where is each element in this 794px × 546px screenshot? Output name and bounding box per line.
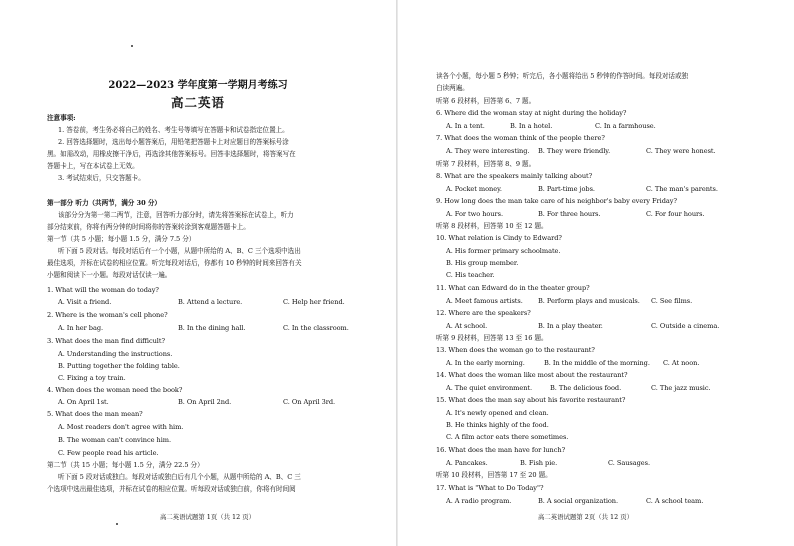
part1-intro-line: 该部分分为第一第二两节，注意，回答听力部分时，请先将答案标在试卷上，听力 bbox=[58, 211, 294, 219]
option-b: B. In a play theater. bbox=[538, 322, 603, 330]
option-c: C. On April 3rd. bbox=[283, 398, 336, 406]
carry-over-line: 读各个小题，每小题 5 秒钟；听完后，各小题将给出 5 秒钟的作答时间。每段对话或独 bbox=[436, 72, 689, 80]
option-c: C. Outside a cinema. bbox=[651, 322, 720, 330]
question-stem: 1. What will the woman do today? bbox=[47, 286, 159, 294]
question-stem: 7. What does the woman think of the people there? bbox=[436, 134, 605, 142]
question-stem: 2. Where is the woman's cell phone? bbox=[47, 311, 168, 319]
option-c: C. A school team. bbox=[646, 497, 704, 505]
option-c: C. In the classroom. bbox=[283, 324, 349, 332]
note-line: 黑。如需改动，用橡皮擦干净后，再选涂其他答案标号。回答非选择题时，将答案写在 bbox=[47, 150, 296, 158]
question-stem: 9. How long does the man take care of his neighbor's baby every Friday? bbox=[436, 197, 677, 205]
option-b: B. In the middle of the morning. bbox=[544, 359, 650, 367]
option-b: B. For three hours. bbox=[538, 210, 601, 218]
listening-direction: 听第 7 段材料，回答第 8、9 题。 bbox=[436, 160, 536, 168]
note-line: 2. 回答选择题时，选出每小题答案后，用铅笔把答题卡上对应题目的答案标号涂 bbox=[58, 138, 289, 146]
section2-intro-line: 听下面 5 段对话或独白。每段对话或独白后有几个小题，从题中所给的 A、B、C 三 bbox=[58, 473, 301, 481]
option-c: C. His teacher. bbox=[446, 271, 495, 279]
option-a: A. The quiet environment. bbox=[446, 384, 533, 392]
option-c: C. See films. bbox=[651, 297, 693, 305]
listening-direction: 听第 6 段材料，回答第 6、7 题。 bbox=[436, 97, 536, 105]
question-stem: 4. When does the woman need the book? bbox=[47, 386, 183, 394]
option-a: A. His former primary schoolmate. bbox=[446, 247, 561, 255]
carry-over-line: 白读两遍。 bbox=[436, 84, 469, 92]
option-a: A. Visit a friend. bbox=[58, 298, 112, 306]
option-b: B. In the dining hall. bbox=[178, 324, 246, 332]
option-c: C. Help her friend. bbox=[283, 298, 345, 306]
option-c: C. Fixing a toy train. bbox=[58, 374, 126, 382]
question-stem: 13. When does the woman go to the restaurant? bbox=[436, 346, 595, 354]
option-b: B. Putting together the folding table. bbox=[58, 362, 180, 370]
scan-speck bbox=[131, 45, 133, 47]
listening-direction: 听第 9 段材料，回答第 13 至 16 题。 bbox=[436, 334, 548, 342]
option-a: A. On April 1st. bbox=[58, 398, 109, 406]
option-b: B. Part-time jobs. bbox=[538, 185, 595, 193]
option-c: C. A film actor eats there sometimes. bbox=[446, 433, 569, 441]
option-a: A. Meet famous artists. bbox=[446, 297, 523, 305]
option-c: C. Few people read his article. bbox=[58, 449, 159, 457]
left-page bbox=[0, 0, 396, 546]
page-footer: 高二英语试题第 1页（共 12 页） bbox=[160, 513, 255, 521]
option-c: C. They were honest. bbox=[646, 147, 716, 155]
notes-heading: 注意事项: bbox=[47, 114, 76, 122]
right-page bbox=[398, 0, 794, 546]
option-c: C. The man's parents. bbox=[646, 185, 718, 193]
option-a: A. It's newly opened and clean. bbox=[446, 409, 549, 417]
option-a: A. In a tent. bbox=[446, 122, 485, 130]
part1-heading: 第一部分 听力（共两节，满分 30 分） bbox=[47, 199, 161, 207]
option-b: B. A social organization. bbox=[538, 497, 619, 505]
option-a: A. Understanding the instructions. bbox=[58, 350, 173, 358]
note-line: 1. 答卷前，考生务必将自己的姓名、考生号等填写在答题卡和试卷指定位置上。 bbox=[58, 126, 289, 134]
option-b: B. He thinks highly of the food. bbox=[446, 421, 549, 429]
question-stem: 17. What is "What to Do Today"? bbox=[436, 484, 544, 492]
question-stem: 16. What does the man have for lunch? bbox=[436, 446, 566, 454]
question-stem: 6. Where did the woman stay at night during the holiday? bbox=[436, 109, 627, 117]
note-line: 答题卡上，写在本试卷上无效。 bbox=[47, 162, 139, 170]
option-a: A. At school. bbox=[446, 322, 488, 330]
section1-heading: 第一节（共 5 小题；每小题 1.5 分，满分 7.5 分） bbox=[47, 235, 196, 243]
question-stem: 11. What can Edward do in the theater group? bbox=[436, 284, 590, 292]
option-c: C. Sausages. bbox=[608, 459, 651, 467]
option-a: A. In her bag. bbox=[58, 324, 104, 332]
scan-speck bbox=[116, 523, 118, 525]
option-a: A. For two hours. bbox=[446, 210, 503, 218]
option-b: B. On April 2nd. bbox=[178, 398, 232, 406]
question-stem: 8. What are the speakers mainly talking about? bbox=[436, 172, 593, 180]
option-a: A. A radio program. bbox=[446, 497, 512, 505]
note-line: 3. 考试结束后，只交答题卡。 bbox=[58, 174, 145, 182]
option-c: C. The jazz music. bbox=[651, 384, 711, 392]
exam-title: 2022—2023 学年度第一学期月考练习 bbox=[108, 80, 288, 91]
option-b: B. Fish pie. bbox=[520, 459, 558, 467]
question-stem: 12. Where are the speakers? bbox=[436, 309, 531, 317]
option-b: B. Attend a lecture. bbox=[178, 298, 243, 306]
option-b: B. In a hotel. bbox=[510, 122, 553, 130]
option-a: A. Most readers don't agree with him. bbox=[58, 423, 184, 431]
option-a: A. Pocket money. bbox=[446, 185, 502, 193]
page-footer: 高二英语试题第 2页（共 12 页） bbox=[538, 513, 633, 521]
option-a: A. Pancakes. bbox=[446, 459, 488, 467]
subject-title: 高二英语 bbox=[170, 95, 225, 110]
option-b: B. Perform plays and musicals. bbox=[538, 297, 640, 305]
listening-direction: 听第 8 段材料，回答第 10 至 12 题。 bbox=[436, 222, 548, 230]
option-c: C. At noon. bbox=[663, 359, 700, 367]
question-stem: 3. What does the man find difficult? bbox=[47, 337, 165, 345]
option-b: B. His group member. bbox=[446, 259, 519, 267]
option-b: B. The delicious food. bbox=[550, 384, 622, 392]
section2-heading: 第二节（共 15 小题；每小题 1.5 分，满分 22.5 分） bbox=[47, 461, 204, 469]
question-stem: 5. What does the man mean? bbox=[47, 410, 143, 418]
option-c: C. For four hours. bbox=[646, 210, 705, 218]
option-c: C. In a farmhouse. bbox=[595, 122, 656, 130]
part1-intro-line: 部分结束前，你将有两分钟的时间将你的答案转涂到客观题答题卡上。 bbox=[47, 223, 250, 231]
section1-intro-line: 小题和阅读下一小题。每段对话仅读一遍。 bbox=[47, 271, 172, 279]
question-stem: 15. What does the man say about his favorite restaurant? bbox=[436, 396, 626, 404]
section1-intro-line: 听下面 5 段对话。每段对话后有一个小题，从题中所给的 A、B、C 三个选项中选出 bbox=[58, 247, 301, 255]
listening-direction: 听第 10 段材料，回答第 17 至 20 题。 bbox=[436, 471, 552, 479]
section2-intro-line: 个选项中选出最佳选项，并标在试卷的相应位置。听每段对话或独白前，你将有时间阅 bbox=[47, 485, 296, 493]
section1-intro-line: 最佳选项，并标在试卷的相应位置。听完每段对话后，你都有 10 秒钟的时间来回答有关 bbox=[47, 259, 302, 267]
option-b: B. The woman can't convince him. bbox=[58, 436, 172, 444]
option-a: A. In the early morning. bbox=[446, 359, 525, 367]
option-a: A. They were interesting. bbox=[446, 147, 530, 155]
question-stem: 14. What does the woman like most about the restaurant? bbox=[436, 371, 628, 379]
question-stem: 10. What relation is Cindy to Edward? bbox=[436, 234, 562, 242]
option-b: B. They were friendly. bbox=[538, 147, 611, 155]
